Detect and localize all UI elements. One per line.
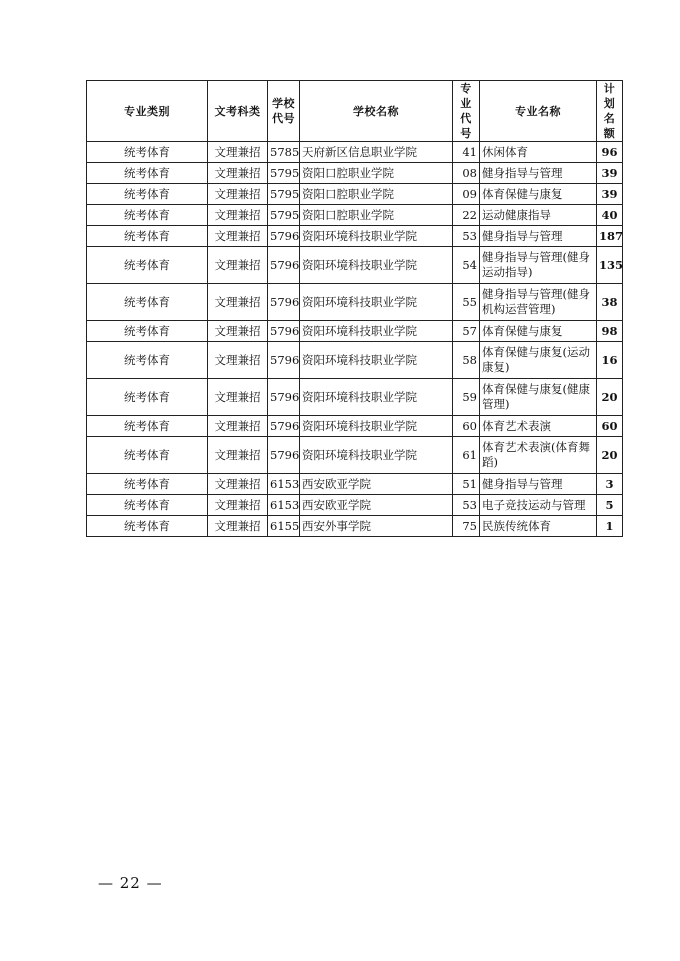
header-major-name: 专业名称 (480, 81, 597, 142)
header-category: 专业类别 (87, 81, 208, 142)
cell-major-name: 运动健康指导 (480, 205, 597, 226)
header-major-code (453, 81, 480, 142)
cell-major-name: 健身指导与管理 (480, 226, 597, 247)
cell-major-name: 体育保健与康复(运动康复) (480, 342, 597, 379)
header-school-code (268, 81, 300, 142)
table-row (87, 495, 623, 516)
cell-school-code: 5796 (268, 416, 300, 437)
header-quota-line1: 计划 (603, 82, 616, 110)
cell-school-name: 资阳环境科技职业学院 (300, 284, 453, 321)
table-header-row (87, 81, 623, 142)
table-row (87, 416, 623, 437)
cell-quota: 60 (597, 416, 623, 437)
cell-quota: 16 (597, 342, 623, 379)
cell-major-code: 57 (453, 321, 480, 342)
cell-category: 统考体育 (87, 163, 208, 184)
cell-subject: 文理兼招 (208, 342, 268, 379)
header-major-code-line2: 代号 (460, 112, 472, 140)
cell-quota: 39 (597, 184, 623, 205)
cell-quota: 5 (597, 495, 623, 516)
cell-school-name: 西安欧亚学院 (300, 495, 453, 516)
enrollment-plan-table (86, 80, 623, 537)
cell-quota: 20 (597, 437, 623, 474)
table-row (87, 163, 623, 184)
header-quota-line2: 名额 (603, 112, 616, 140)
cell-subject: 文理兼招 (208, 379, 268, 416)
cell-major-code: 59 (453, 379, 480, 416)
cell-subject: 文理兼招 (208, 184, 268, 205)
cell-major-code: 55 (453, 284, 480, 321)
cell-subject: 文理兼招 (208, 226, 268, 247)
cell-major-code: 54 (453, 247, 480, 284)
cell-major-name: 健身指导与管理(健身机构运营管理) (480, 284, 597, 321)
cell-category: 统考体育 (87, 516, 208, 537)
cell-subject: 文理兼招 (208, 416, 268, 437)
cell-school-name: 资阳口腔职业学院 (300, 184, 453, 205)
table-row (87, 284, 623, 321)
cell-category: 统考体育 (87, 342, 208, 379)
table-row (87, 516, 623, 537)
cell-quota: 3 (597, 474, 623, 495)
table-row (87, 247, 623, 284)
cell-subject: 文理兼招 (208, 495, 268, 516)
page-number: — 22 — (98, 874, 163, 892)
cell-major-code: 09 (453, 184, 480, 205)
cell-subject: 文理兼招 (208, 163, 268, 184)
cell-school-name: 资阳口腔职业学院 (300, 205, 453, 226)
cell-quota: 38 (597, 284, 623, 321)
cell-major-name: 体育保健与康复 (480, 321, 597, 342)
cell-school-name: 西安外事学院 (300, 516, 453, 537)
cell-school-name: 资阳口腔职业学院 (300, 163, 453, 184)
table-row (87, 184, 623, 205)
cell-category: 统考体育 (87, 247, 208, 284)
cell-school-code: 5796 (268, 342, 300, 379)
cell-major-name: 健身指导与管理(健身运动指导) (480, 247, 597, 284)
cell-major-name: 体育艺术表演(体育舞蹈) (480, 437, 597, 474)
cell-subject: 文理兼招 (208, 474, 268, 495)
cell-major-code: 58 (453, 342, 480, 379)
cell-school-name: 资阳环境科技职业学院 (300, 226, 453, 247)
table-row (87, 342, 623, 379)
cell-major-code: 53 (453, 226, 480, 247)
table-row (87, 379, 623, 416)
header-school-name: 学校名称 (300, 81, 453, 142)
cell-quota: 96 (597, 142, 623, 163)
cell-category: 统考体育 (87, 205, 208, 226)
cell-school-name: 天府新区信息职业学院 (300, 142, 453, 163)
cell-quota: 135 (597, 247, 623, 284)
cell-major-name: 健身指导与管理 (480, 474, 597, 495)
cell-quota: 187 (597, 226, 623, 247)
cell-school-name: 资阳环境科技职业学院 (300, 379, 453, 416)
cell-major-code: 53 (453, 495, 480, 516)
cell-school-code: 6153 (268, 495, 300, 516)
cell-school-name: 资阳环境科技职业学院 (300, 247, 453, 284)
cell-school-code: 5795 (268, 205, 300, 226)
header-school-code-line1: 学校 (272, 97, 295, 110)
table-row (87, 226, 623, 247)
cell-school-code: 5796 (268, 284, 300, 321)
cell-major-code: 51 (453, 474, 480, 495)
cell-major-code: 08 (453, 163, 480, 184)
cell-quota: 20 (597, 379, 623, 416)
header-school-code-line2: 代号 (272, 112, 295, 125)
cell-school-name: 资阳环境科技职业学院 (300, 342, 453, 379)
cell-school-name: 西安欧亚学院 (300, 474, 453, 495)
cell-school-code: 5796 (268, 379, 300, 416)
cell-major-name: 休闲体育 (480, 142, 597, 163)
cell-category: 统考体育 (87, 321, 208, 342)
cell-school-code: 6155 (268, 516, 300, 537)
cell-school-name: 资阳环境科技职业学院 (300, 437, 453, 474)
cell-school-code: 5796 (268, 247, 300, 284)
cell-major-code: 60 (453, 416, 480, 437)
cell-school-name: 资阳环境科技职业学院 (300, 321, 453, 342)
cell-quota: 39 (597, 163, 623, 184)
cell-subject: 文理兼招 (208, 321, 268, 342)
cell-subject: 文理兼招 (208, 516, 268, 537)
cell-school-code: 6153 (268, 474, 300, 495)
cell-subject: 文理兼招 (208, 205, 268, 226)
cell-major-code: 22 (453, 205, 480, 226)
cell-school-code: 5785 (268, 142, 300, 163)
table-row (87, 437, 623, 474)
cell-school-name: 资阳环境科技职业学院 (300, 416, 453, 437)
cell-category: 统考体育 (87, 437, 208, 474)
cell-quota: 98 (597, 321, 623, 342)
cell-major-code: 75 (453, 516, 480, 537)
cell-subject: 文理兼招 (208, 284, 268, 321)
cell-category: 统考体育 (87, 284, 208, 321)
cell-subject: 文理兼招 (208, 247, 268, 284)
cell-major-name: 电子竞技运动与管理 (480, 495, 597, 516)
cell-school-code: 5796 (268, 437, 300, 474)
table-row (87, 142, 623, 163)
header-major-code-line1: 专业 (460, 82, 472, 110)
cell-major-name: 体育保健与康复(健康管理) (480, 379, 597, 416)
cell-category: 统考体育 (87, 142, 208, 163)
cell-major-code: 61 (453, 437, 480, 474)
cell-category: 统考体育 (87, 416, 208, 437)
cell-school-code: 5795 (268, 184, 300, 205)
cell-major-name: 体育保健与康复 (480, 184, 597, 205)
cell-school-code: 5796 (268, 226, 300, 247)
cell-major-code: 41 (453, 142, 480, 163)
cell-category: 统考体育 (87, 474, 208, 495)
cell-subject: 文理兼招 (208, 437, 268, 474)
cell-quota: 40 (597, 205, 623, 226)
table-row (87, 205, 623, 226)
cell-quota: 1 (597, 516, 623, 537)
cell-category: 统考体育 (87, 226, 208, 247)
cell-subject: 文理兼招 (208, 142, 268, 163)
table-row (87, 474, 623, 495)
cell-major-name: 民族传统体育 (480, 516, 597, 537)
cell-major-name: 健身指导与管理 (480, 163, 597, 184)
cell-major-name: 体育艺术表演 (480, 416, 597, 437)
cell-category: 统考体育 (87, 495, 208, 516)
cell-category: 统考体育 (87, 184, 208, 205)
header-subject: 文考科类 (208, 81, 268, 142)
header-quota (597, 81, 623, 142)
table-row (87, 321, 623, 342)
cell-school-code: 5796 (268, 321, 300, 342)
cell-category: 统考体育 (87, 379, 208, 416)
cell-school-code: 5795 (268, 163, 300, 184)
